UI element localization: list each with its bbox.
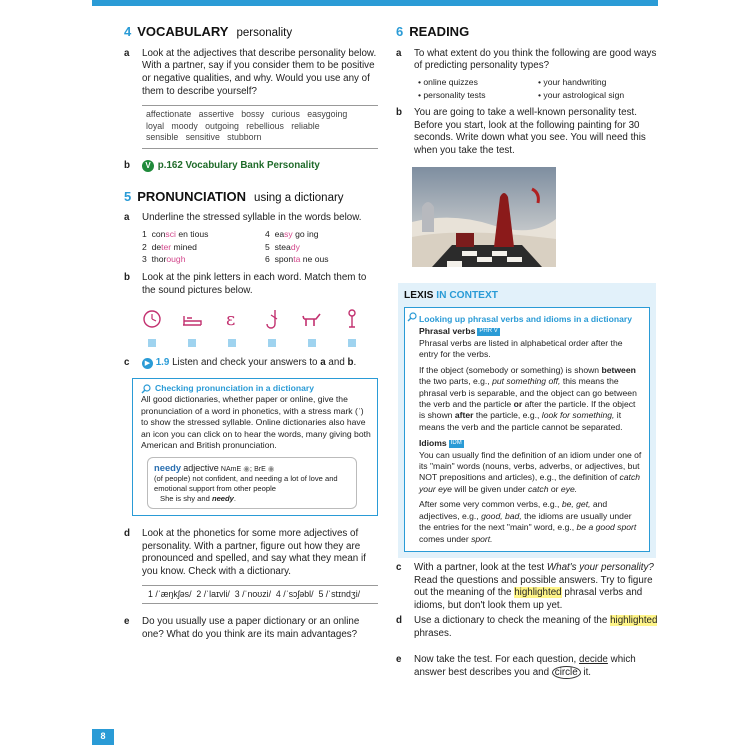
bullet-item: • personality tests xyxy=(418,89,538,101)
answer-square[interactable] xyxy=(308,339,316,347)
highlighted-word: highlighted xyxy=(610,614,658,626)
schwa-sound-icon xyxy=(221,307,243,331)
tree-sound-icon xyxy=(341,307,363,331)
answer-square[interactable] xyxy=(188,339,196,347)
tip-text: All good dictionaries, whether paper or online, give the pronunciation of a word in phonetics, with a stress mark (ˈ) to show the stressed syllable. Online dictionaries also have an icon you can click on to hear the words, many giving both American and British pronunciation. xyxy=(141,394,371,451)
word-item: 4 easy go ing xyxy=(265,229,319,240)
pron-a xyxy=(124,212,378,225)
pron-e xyxy=(124,616,378,641)
definition: (of people) not confident, and needing a lot of love and emotional support from other people xyxy=(154,474,338,494)
word-item: 1 consci en tious xyxy=(142,229,209,240)
circled-word: circle xyxy=(552,666,581,679)
sound-picture[interactable] xyxy=(142,307,162,347)
magnifier-icon xyxy=(141,384,151,394)
bed-sound-icon xyxy=(181,307,203,331)
pv-paragraph-2: If the object (somebody or something) is shown between the two parts, e.g., put something off, this means the phrasal verb is separable, and the object can go between the verb and the particle or after the particle. If the object is shown after the particle, e.g., look for something, it means the verb and the particle cannot be separated. xyxy=(419,364,637,432)
section-number: 6 xyxy=(396,24,404,39)
section-subtitle: personality xyxy=(236,27,293,39)
pronunciation-tip-box xyxy=(132,378,378,516)
part-of-speech: adjective xyxy=(183,462,219,473)
item-letter: b xyxy=(124,271,130,283)
dialect-label: NAmE xyxy=(220,465,242,473)
idioms-heading xyxy=(419,438,643,449)
svg-text:ɛ: ɛ xyxy=(226,309,236,331)
inner-title-row xyxy=(419,312,643,325)
reading-d: d Use a dictionary to check the meaning of the highlighted phrases. xyxy=(396,614,658,639)
idioms-tag: IDM xyxy=(450,439,462,446)
item-text: Listen and check your answers to xyxy=(172,357,318,369)
example-text: She is shy and xyxy=(160,493,210,503)
audio-icon[interactable]: ▶ xyxy=(142,358,153,369)
item-text: To what extent do you think the following are good ways of predicting personality types? xyxy=(414,47,657,72)
dictionary-tip-panel xyxy=(404,307,650,552)
pron-c: c ▶ 1.9 Listen and check your answers to a and b. xyxy=(124,357,357,369)
section-subtitle: using a dictionary xyxy=(254,192,344,205)
sound-picture[interactable] xyxy=(342,307,362,347)
item-text: Look at the pink letters in each word. Match them to the sound pictures below. xyxy=(142,271,367,296)
item-letter: e xyxy=(124,616,130,628)
item-letter: a xyxy=(124,211,130,223)
underlined-word: decide xyxy=(579,654,608,666)
syllable-word-list xyxy=(124,228,378,265)
pv-paragraph: Phrasal verbs are listed in alphabetical order after the entry for the verbs. xyxy=(419,337,623,360)
idioms-title: Idioms xyxy=(419,438,447,449)
item-letter: e xyxy=(396,654,402,666)
item-text: Underline the stressed syllable in the words below. xyxy=(142,211,362,223)
reading-c: c With a partner, look at the test What's your personality? Read the questions and possible answers. Try to figure out the meaning of the highlighted phrasal verbs and idioms, but don't look them up yet. xyxy=(396,562,654,612)
section-title: VOCABULARY xyxy=(137,24,229,39)
pron-b xyxy=(124,272,378,297)
bullet-item: • your handwriting xyxy=(538,76,658,88)
tip-title: Checking pronunciation in a dictionary xyxy=(155,383,315,394)
reading-e: e Now take the test. For each question, decide which answer best describes you and circle it. xyxy=(396,654,636,679)
lexis-word: LEXIS xyxy=(404,289,434,301)
answer-square[interactable] xyxy=(228,339,236,347)
speaker-icon[interactable]: ◉ xyxy=(243,463,250,473)
prediction-bullets xyxy=(396,76,658,101)
adjective-word-box xyxy=(142,105,378,150)
page-number: 8 xyxy=(92,729,114,745)
example: She is shy and needy. xyxy=(160,493,237,503)
phrasal-verbs-heading xyxy=(419,326,643,337)
item-letter: c xyxy=(396,562,402,573)
word-row: loyal moody outgoing rebellious reliable xyxy=(146,120,320,131)
bullet-item: • your astrological sign xyxy=(538,89,658,101)
sound-pictures xyxy=(124,307,378,347)
item-letter: d xyxy=(124,527,130,539)
vocab-heading xyxy=(124,24,378,41)
magnifier-icon xyxy=(407,312,417,322)
jazz-sound-icon xyxy=(261,307,283,331)
idioms-paragraph-2: After some very common verbs, e.g., be, get, and adjectives, e.g., good, bad, the idioms are usually under the entries for the next "main" word, e.g., be a good sport comes under sport. xyxy=(419,499,637,544)
lexis-in-context-box xyxy=(398,283,656,558)
audio-track: 1.9 xyxy=(155,357,170,369)
sound-picture[interactable] xyxy=(222,307,242,347)
vocab-bank-link[interactable]: p.162 Vocabulary Bank Personality xyxy=(157,160,320,172)
section-title: PRONUNCIATION xyxy=(137,189,247,205)
section-title: READING xyxy=(409,24,470,39)
speaker-icon[interactable]: ◉ xyxy=(267,463,275,473)
item-text: Do you usually use a paper dictionary or an online one? What do you think are its main advantages? xyxy=(142,616,360,640)
surreal-painting xyxy=(412,167,556,267)
pron-d xyxy=(124,528,378,579)
section-number: 4 xyxy=(124,24,132,39)
in-context-word: IN CONTEXT xyxy=(436,289,498,301)
sound-picture[interactable] xyxy=(182,307,202,347)
item-letter: b xyxy=(124,160,130,172)
ref-a: a xyxy=(320,357,326,369)
pron-heading xyxy=(124,189,378,206)
word-item: 5 steady xyxy=(265,241,300,252)
reading-heading xyxy=(396,24,658,41)
pv-tag: PHR V xyxy=(479,328,498,335)
word-row: affectionate assertive bossy curious easygoing xyxy=(146,108,348,119)
ref-b: b xyxy=(347,357,354,369)
highlighted-word: highlighted xyxy=(514,587,562,599)
lexis-heading xyxy=(404,289,650,302)
item-letter: c xyxy=(124,357,130,369)
inner-title: Looking up phrasal verbs and idioms in a dictionary xyxy=(419,313,632,324)
item-letter: a xyxy=(124,47,130,59)
answer-square[interactable] xyxy=(268,339,276,347)
left-column xyxy=(124,24,378,641)
word-item: 2 deter mined xyxy=(142,241,197,252)
right-column xyxy=(396,24,658,680)
vocab-a xyxy=(124,48,378,99)
item-letter: a xyxy=(396,47,402,59)
word-item: 6 sponta ne ous xyxy=(265,254,329,265)
idioms-paragraph-1: You can usually find the definition of an idiom under one of its "main" words (nouns, verbs, adverbs, or adjectives, but NOT prepositions and articles), e.g., the definition of catch your eye will be given under catch or eye. xyxy=(419,449,642,494)
horse-sound-icon xyxy=(301,307,323,331)
item-text: Look at the adjectives that describe personality below. With a partner, say if you consider them to be positive or negative qualities, and why. Would you use any of them to describe yourself? xyxy=(142,47,377,97)
vocab-b xyxy=(124,160,378,173)
word-item: 3 thorough xyxy=(142,254,186,265)
reading-b xyxy=(396,107,658,158)
answer-square[interactable] xyxy=(148,339,156,347)
phonetics-list: 1 /ˈæŋkʃəs/ 2 /ˈlaɪvli/ 3 /ˈnoʊzi/ 4 /ˈsɔʃəbl/ 5 /ˈstɪndʒi/ xyxy=(142,585,378,604)
dialect-label: BrE xyxy=(254,465,266,473)
answer-square[interactable] xyxy=(348,339,356,347)
clock-sound-icon xyxy=(141,307,163,331)
example-word: needy xyxy=(211,493,234,503)
top-color-bar xyxy=(92,0,658,6)
item-text: You are going to take a well-known personality test. Before you start, look at the following painting for 30 seconds. Write down what you see. You will need this when you take the test. xyxy=(414,107,646,157)
reading-a xyxy=(396,48,658,73)
sound-picture[interactable] xyxy=(302,307,322,347)
section-number: 5 xyxy=(124,189,132,205)
item-letter: b xyxy=(396,107,402,118)
bullet-item: • online quizzes xyxy=(418,76,538,88)
dictionary-entry: needy adjective NAmE ◉; BrE ◉ (of people) not confident, and needing a lot of love and emotional support from other people She is shy and needy. xyxy=(147,457,357,509)
word-row: sensible sensitive stubborn xyxy=(146,132,262,143)
pv-title: Phrasal verbs xyxy=(419,326,476,337)
item-text: Look at the phonetics for some more adjectives of personality. With a partner, figure out how they are pronounced and spelled, and say what they mean if you know. Check with a dictionary. xyxy=(142,527,366,578)
tip-title-row xyxy=(141,383,371,394)
and-word: and xyxy=(328,357,345,369)
sound-picture[interactable] xyxy=(262,307,282,347)
vocab-bank-icon: V xyxy=(142,160,154,172)
headword: needy xyxy=(154,461,182,473)
item-letter: d xyxy=(396,614,402,626)
